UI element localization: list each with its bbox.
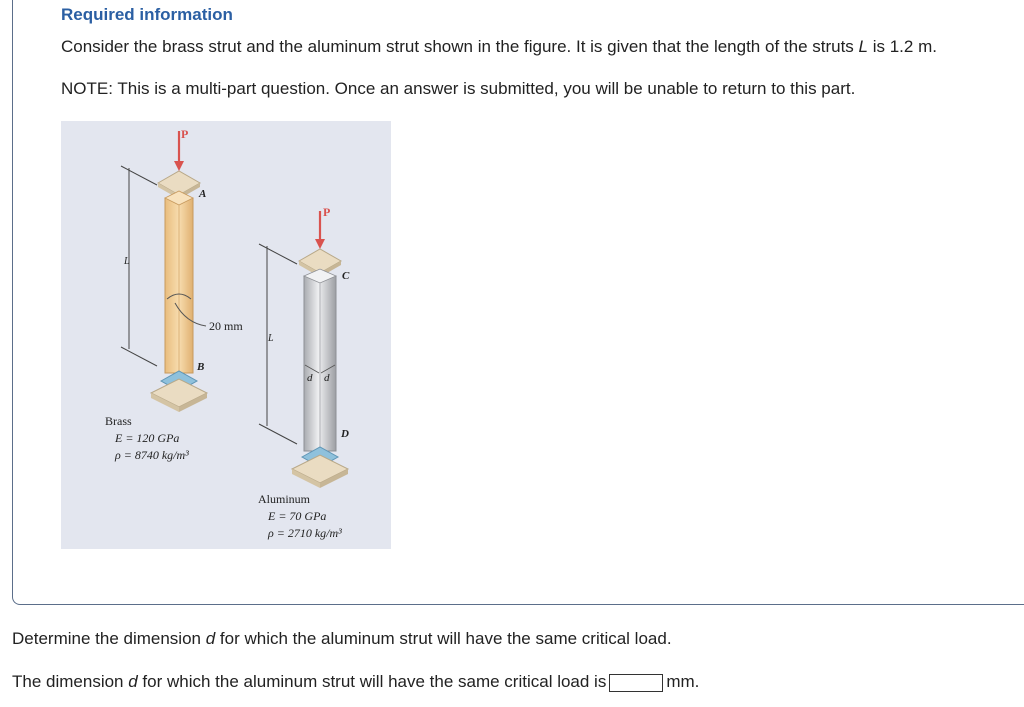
brass-length-ext-top — [121, 166, 157, 185]
aluminum-d-label-left: d — [307, 372, 313, 384]
brass-load-label: P — [181, 127, 189, 141]
strut-figure — [61, 121, 391, 549]
question-prompt — [12, 629, 672, 649]
answer-row — [12, 672, 699, 692]
length-symbol: L — [858, 37, 868, 56]
aluminum-strut-drawing — [259, 211, 348, 488]
question-prompt-start: Determine the dimension — [12, 629, 206, 648]
strut-diagram — [61, 121, 391, 549]
answer-d-symbol: d — [128, 672, 138, 691]
d-symbol: d — [205, 629, 216, 648]
brass-length-label: L — [124, 256, 130, 267]
aluminum-point-c-label: C — [342, 270, 350, 282]
aluminum-d-label-right: d — [324, 372, 330, 384]
intro-text — [61, 37, 937, 57]
intro-text-end: is 1.2 m. — [868, 37, 937, 56]
brass-strut-drawing — [121, 131, 207, 412]
note-text: NOTE: This is a multi-part question. Once an answer is submitted, you will be unable to return to this part. — [61, 79, 856, 98]
aluminum-length-label: L — [268, 333, 274, 344]
aluminum-density-label: ρ = 2710 kg/m³ — [268, 526, 342, 540]
aluminum-load-label: P — [323, 205, 331, 219]
required-info-title: Required information — [61, 5, 233, 24]
brass-density-label: ρ = 8740 kg/m³ — [115, 448, 189, 462]
aluminum-modulus-label: E = 70 GPa — [268, 509, 327, 523]
aluminum-bottom-plate — [292, 455, 348, 483]
aluminum-length-ext-bottom — [259, 424, 297, 444]
brass-length-ext-bottom — [121, 347, 157, 366]
aluminum-load-arrowhead — [315, 239, 325, 249]
answer-unit: mm. — [666, 672, 700, 691]
answer-input[interactable] — [609, 674, 663, 692]
brass-name-label: Brass — [105, 414, 132, 428]
aluminum-name-label: Aluminum — [258, 492, 311, 506]
answer-text-end: for which the aluminum strut will have the same critical load is — [137, 672, 607, 691]
answer-text-start: The dimension — [12, 672, 129, 691]
brass-point-a-label: A — [199, 188, 207, 200]
brass-modulus-label: E = 120 GPa — [115, 431, 180, 445]
question-prompt-end: for which the aluminum strut will have the same critical load. — [215, 629, 672, 648]
brass-load-arrowhead — [174, 161, 184, 171]
aluminum-length-ext-top — [259, 244, 297, 264]
brass-bottom-plate — [151, 379, 207, 407]
brass-dimension-label: 20 mm — [209, 319, 243, 333]
aluminum-point-d-label: D — [341, 428, 349, 440]
brass-point-b-label: B — [197, 361, 205, 373]
intro-text-start: Consider the brass strut and the aluminum strut shown in the figure. It is given that the length of the struts — [61, 37, 859, 56]
